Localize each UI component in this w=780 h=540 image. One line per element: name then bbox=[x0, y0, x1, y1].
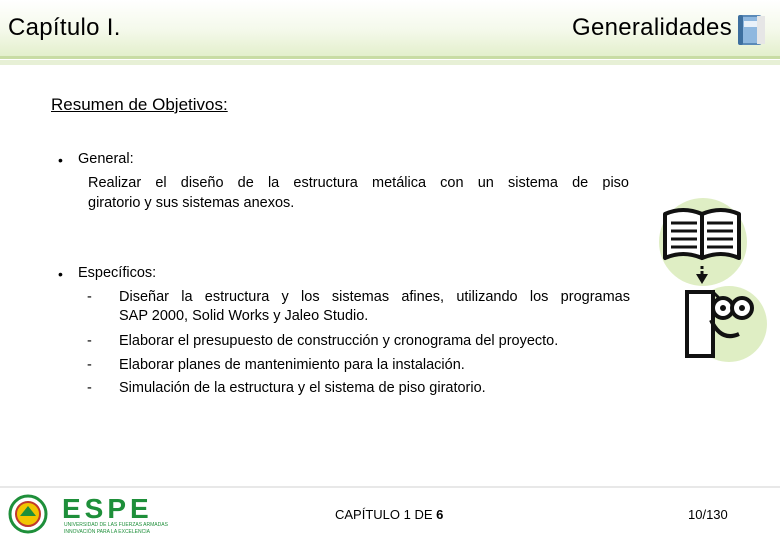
bullet-general: • bbox=[58, 152, 63, 168]
dash-2: - bbox=[87, 333, 92, 349]
chapter-indicator bbox=[335, 507, 443, 522]
dash-3: - bbox=[87, 357, 92, 373]
especifico-item-2: Elaborar el presupuesto de construcción y cronograma del proyecto. bbox=[119, 333, 559, 349]
svg-text:UNIVERSIDAD DE LAS FUERZAS ARM: UNIVERSIDAD DE LAS FUERZAS ARMADAS bbox=[64, 522, 168, 528]
general-label: General: bbox=[78, 151, 134, 167]
especifico-item-3: Elaborar planes de mantenimiento para la instalación. bbox=[119, 357, 465, 373]
chapter-title: Capítulo I. bbox=[8, 14, 121, 41]
dash-4: - bbox=[87, 380, 92, 396]
especifico-item-4: Simulación de la estructura y el sistema de piso giratorio. bbox=[119, 380, 486, 396]
espe-logo bbox=[4, 494, 209, 536]
bullet-especificos: • bbox=[58, 266, 63, 282]
especifico-item-1-line2: SAP 2000, Solid Works y Jaleo Studio. bbox=[119, 308, 369, 324]
section-title: Generalidades bbox=[571, 14, 732, 41]
footer-divider bbox=[0, 486, 780, 488]
book-icon bbox=[735, 12, 767, 48]
svg-text:INNOVACIÓN PARA LA EXCELENCIA: INNOVACIÓN PARA LA EXCELENCIA bbox=[64, 529, 150, 535]
book-to-reader-illustration bbox=[657, 196, 769, 366]
page-number: 10/130 bbox=[688, 507, 728, 522]
especifico-item-1-line1: Diseñar la estructura y los sistemas afines, utilizando los programas bbox=[119, 289, 630, 305]
chapter-indicator-prefix: CAPÍTULO 1 DE bbox=[335, 507, 437, 522]
chapter-indicator-total: 6 bbox=[436, 507, 444, 522]
general-text-line1: Realizar el diseño de la estructura metálica con un sistema de piso bbox=[88, 175, 629, 191]
especificos-label: Específicos: bbox=[78, 265, 157, 281]
svg-text:ESPE: ESPE bbox=[62, 494, 153, 524]
objectives-heading: Resumen de Objetivos: bbox=[51, 95, 228, 114]
header-divider bbox=[0, 60, 780, 65]
dash-1: - bbox=[87, 289, 92, 305]
general-text-line2: giratorio y sus sistemas anexos. bbox=[88, 195, 295, 211]
